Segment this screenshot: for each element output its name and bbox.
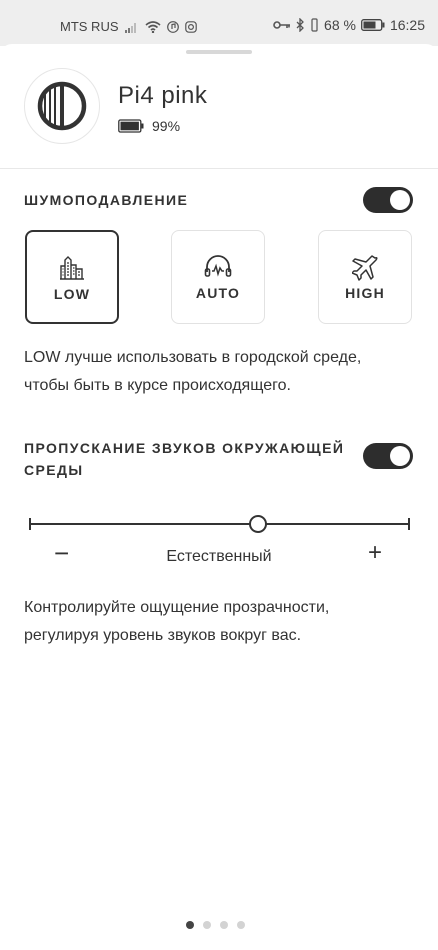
status-right <box>273 17 425 33</box>
device-name: Pi4 pink <box>118 82 208 109</box>
slider-track[interactable] <box>29 523 410 525</box>
status-left <box>60 19 197 34</box>
slider-thumb[interactable] <box>249 515 267 533</box>
phone-battery-icon <box>361 19 385 31</box>
clock-label: 16:25 <box>389 17 425 33</box>
divider <box>0 168 438 169</box>
mode-low-label: LOW <box>53 286 91 302</box>
noise-cancelling-title: ШУМОПОДАВЛЕНИЕ <box>24 192 189 208</box>
slider-value-label: Естественный <box>166 548 272 565</box>
page-dot[interactable] <box>220 921 228 929</box>
ambient-title-line1: ПРОПУСКАНИЕ ЗВУКОВ ОКРУЖАЮЩЕЙ <box>24 440 345 456</box>
mode-auto-label: AUTO <box>195 285 241 301</box>
mode-auto-button[interactable] <box>171 230 265 324</box>
wifi-icon <box>145 21 161 33</box>
city-icon <box>59 256 85 280</box>
ambient-level-slider[interactable] <box>29 510 410 540</box>
brand-logo-icon <box>25 69 99 143</box>
page-dot[interactable] <box>186 921 194 929</box>
slider-minus-button[interactable]: − <box>54 538 70 568</box>
ambient-sound-title <box>24 437 354 481</box>
status-bar <box>0 0 438 46</box>
ambient-sound-toggle[interactable] <box>363 443 413 469</box>
device-battery <box>118 118 180 134</box>
ambient-title-line2: СРЕДЫ <box>24 462 84 478</box>
instagram-icon <box>185 21 197 33</box>
page-dot[interactable] <box>237 921 245 929</box>
device-battery-label: 99% <box>152 118 181 134</box>
noise-cancelling-description <box>24 344 414 400</box>
slider-start-cap <box>29 518 31 530</box>
page-dot[interactable] <box>203 921 211 929</box>
music-note-icon <box>167 21 179 33</box>
vibrate-icon <box>310 18 319 32</box>
ambient-description-line1: Контролируйте ощущение прозрачности, <box>24 599 330 616</box>
battery-icon <box>118 119 144 133</box>
slider-plus-button[interactable]: + <box>368 539 383 566</box>
carrier-label: MTS RUS <box>60 19 119 34</box>
headphones-icon <box>204 255 232 277</box>
ambient-description <box>24 594 414 650</box>
toggle-knob <box>390 190 410 210</box>
device-logo <box>24 68 100 144</box>
toggle-knob <box>390 446 410 466</box>
ambient-description-line2: регулируя уровень звуков вокруг вас. <box>24 627 302 644</box>
bluetooth-icon <box>296 18 305 32</box>
mode-low-button[interactable] <box>25 230 119 324</box>
key-icon <box>273 20 291 30</box>
page-indicator <box>186 921 245 929</box>
noise-cancelling-description-line2: чтобы быть в курсе происходящего. <box>24 377 291 394</box>
device-header <box>24 68 424 148</box>
mode-high-button[interactable] <box>318 230 412 324</box>
drag-handle[interactable] <box>186 50 252 54</box>
signal-icon <box>125 21 139 33</box>
settings-sheet <box>0 44 438 950</box>
slider-end-cap <box>408 518 410 530</box>
mode-high-label: HIGH <box>345 285 385 301</box>
airplane-icon <box>352 255 378 281</box>
noise-cancelling-description-line1: LOW лучше использовать в городской среде, <box>24 349 362 366</box>
battery-percent-label: 68 % <box>324 17 356 33</box>
noise-cancelling-toggle[interactable] <box>363 187 413 213</box>
